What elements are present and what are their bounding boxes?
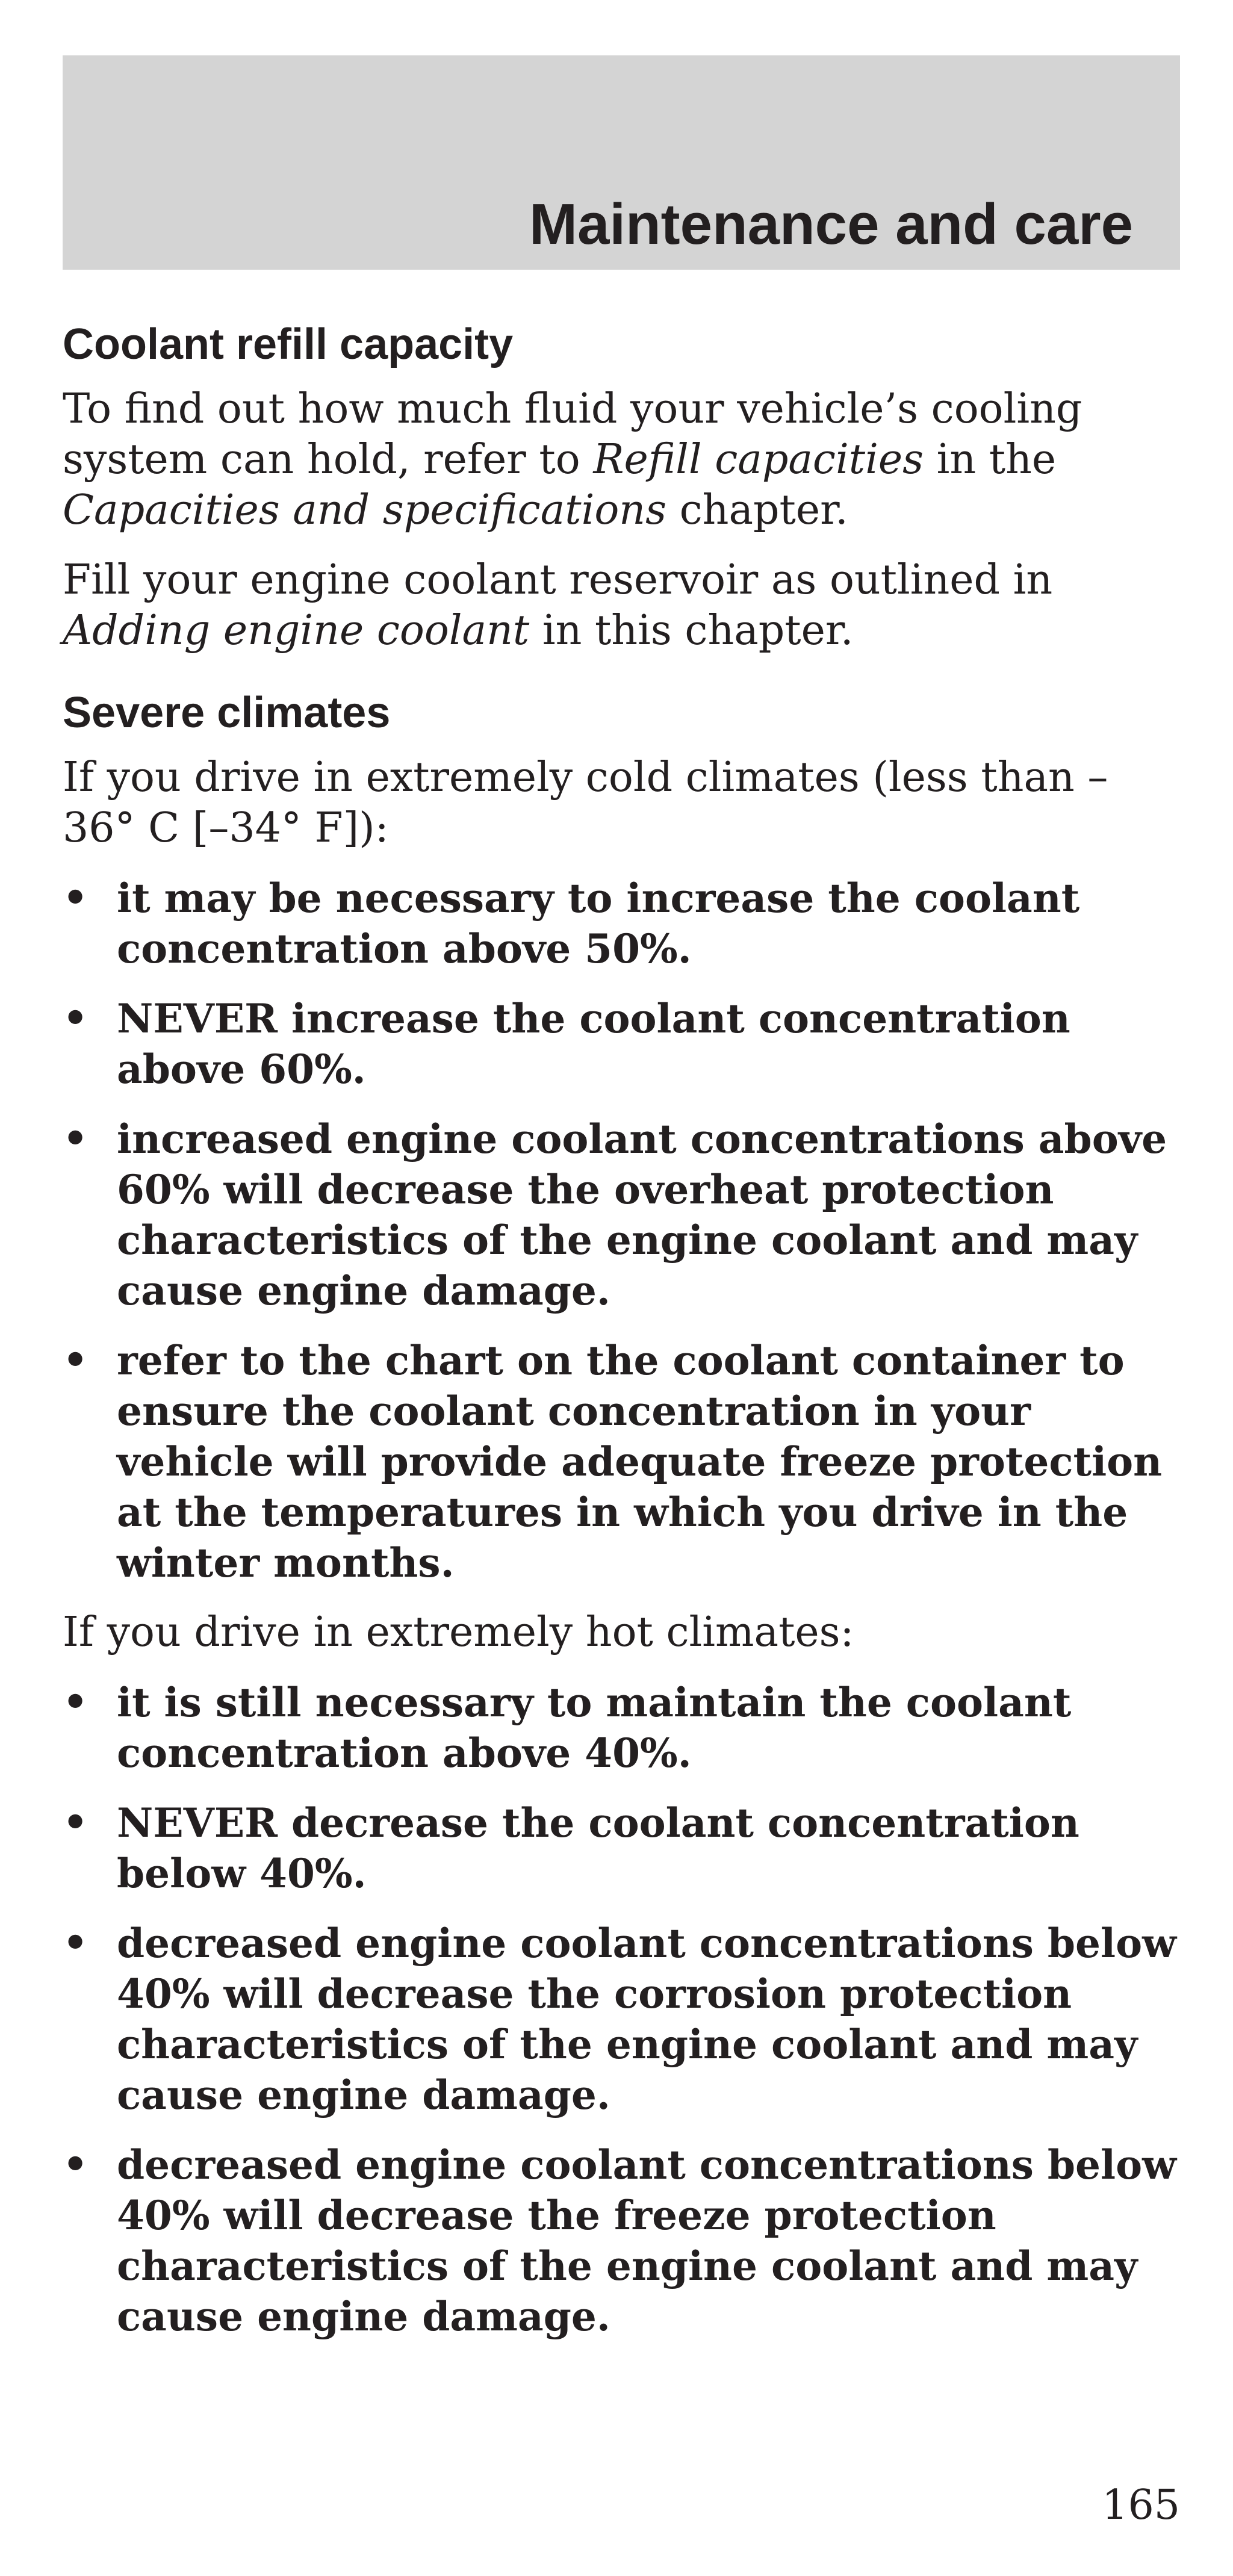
list-item-text: it is still necessary to maintain the coolant concentration above 40%. (117, 1679, 1072, 1777)
text-run: in this chapter. (529, 607, 854, 654)
bullet-icon: • (63, 1116, 89, 1162)
main-content (63, 319, 1180, 2361)
page-number: 165 (1102, 2481, 1180, 2529)
list-item (63, 993, 1180, 1094)
hot-climate-bullet-list (63, 1677, 1180, 2342)
text-run: in the (923, 436, 1057, 483)
list-item (63, 873, 1180, 974)
refill-capacity-paragraph (63, 384, 1180, 536)
bullet-icon: • (63, 2141, 89, 2188)
list-item (63, 2140, 1180, 2342)
cold-climate-intro: If you drive in extremely cold climates (less than –36° C [–34° F]): (63, 754, 1108, 852)
list-item (63, 1918, 1180, 2120)
text-run: To find out how much fluid your vehicle’s cooling system can hold, refer to (63, 385, 1082, 483)
reference-capacities-chapter: Capacities and specifications (63, 486, 666, 534)
bullet-icon: • (63, 875, 89, 921)
reference-refill-capacities: Refill capacities (593, 436, 924, 483)
reference-adding-engine-coolant: Adding engine coolant (63, 607, 530, 654)
list-item-text: decreased engine coolant concentrations below 40% will decrease the freeze protection characteristics of the engine coolant and may cause engine damage. (117, 2141, 1176, 2340)
header-band (63, 55, 1180, 270)
cold-climate-bullet-list (63, 873, 1180, 1588)
list-item-text: NEVER increase the coolant concentration above 60%. (117, 995, 1070, 1093)
bullet-icon: • (63, 1920, 89, 1966)
bullet-icon: • (63, 995, 89, 1041)
section-heading-severe-climates: Severe climates (63, 689, 391, 737)
fill-reservoir-paragraph (63, 555, 1180, 656)
list-item (63, 1114, 1180, 1316)
list-item-text: decreased engine coolant concentrations below 40% will decrease the corrosion protection characteristics of the engine coolant and may cause engine damage. (117, 1920, 1176, 2118)
text-run: chapter. (666, 486, 848, 534)
bullet-icon: • (63, 1679, 89, 1725)
bullet-icon: • (63, 1799, 89, 1846)
list-item (63, 1335, 1180, 1588)
list-item-text: increased engine coolant concentrations above 60% will decrease the overheat protection characteristics of the engine coolant and may cause engine damage. (117, 1116, 1167, 1314)
list-item-text: it may be necessary to increase the coolant concentration above 50%. (117, 875, 1080, 972)
page-title: Maintenance and care (529, 192, 1133, 257)
hot-climate-intro: If you drive in extremely hot climates: (63, 1609, 854, 1656)
list-item (63, 1798, 1180, 1899)
bullet-icon: • (63, 1337, 89, 1383)
list-item (63, 1677, 1180, 1778)
section-spacer (63, 675, 1180, 687)
list-item-text: refer to the chart on the coolant container to ensure the coolant concentration in your vehicle will provide adequate freeze protection at the temperatures in which you drive in the winter months. (117, 1337, 1163, 1586)
list-item-text: NEVER decrease the coolant concentration below 40%. (117, 1799, 1079, 1897)
section-heading-coolant-refill: Coolant refill capacity (63, 320, 514, 368)
text-run: Fill your engine coolant reservoir as outlined in (63, 556, 1053, 604)
